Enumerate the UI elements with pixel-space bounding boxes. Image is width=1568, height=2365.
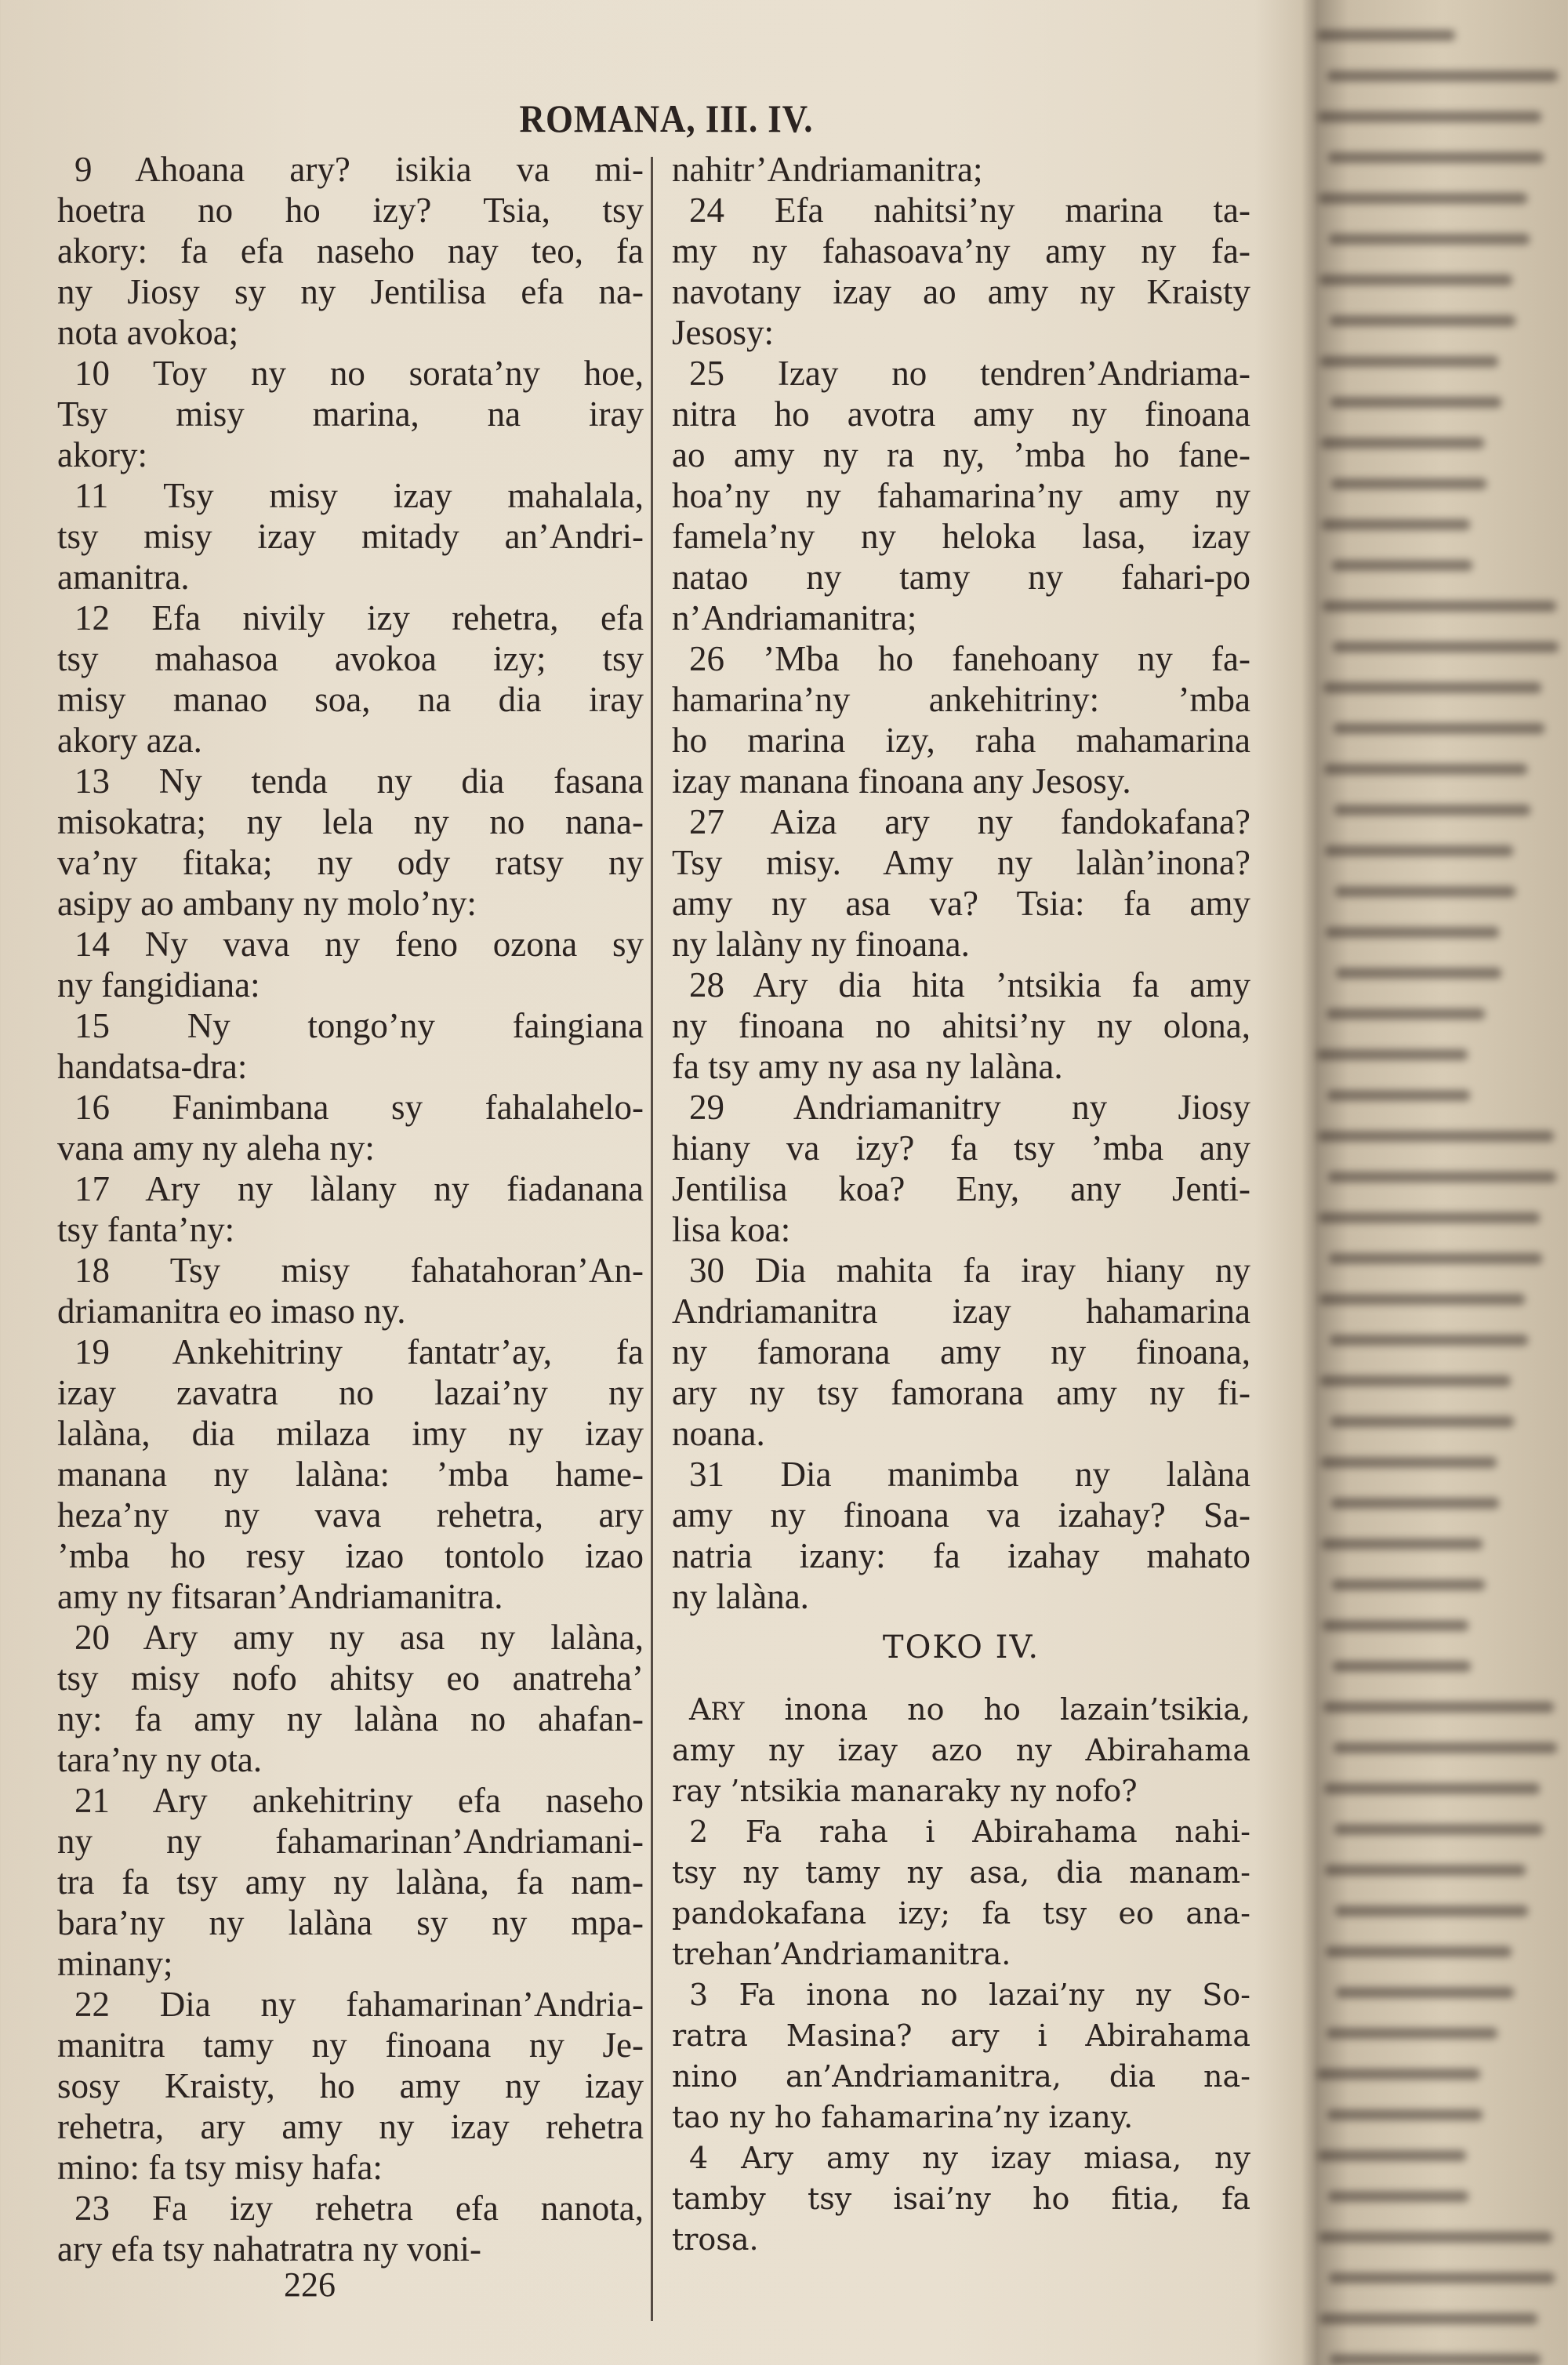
text-line: ny famorana amy ny finoana, <box>672 1332 1250 1371</box>
text-line: 4 Ary amy ny izay miasa, ny <box>689 2141 1250 2175</box>
text-line: trosa. <box>672 2222 759 2257</box>
text-line: ny lalàna. <box>672 1577 809 1616</box>
text-line: amy ny asa va? Tsia: fa amy <box>672 884 1250 923</box>
text-line: ary ny tsy famorana amy ny fi- <box>672 1373 1250 1412</box>
blurred-text-line <box>1332 560 1472 571</box>
text-line: trehan’Andriamanitra. <box>672 1937 1011 1971</box>
text-line: 21 Ary ankehitriny efa naseho <box>74 1781 644 1820</box>
blurred-text-line <box>1334 805 1530 816</box>
left-column <box>57 149 644 2269</box>
text-line: ny Jiosy sy ny Jentilisa efa na- <box>57 272 644 311</box>
text-line: tsy misy nofo ahitsy eo anatreha’ <box>57 1658 644 1698</box>
blurred-text-line <box>1334 723 1544 734</box>
text-line: Jentilisa koa? Eny, any Jenti- <box>672 1169 1250 1208</box>
blurred-text-line <box>1333 641 1559 652</box>
blurred-text-line <box>1326 1946 1512 1957</box>
text-line: hiany va izy? fa tsy ’mba any <box>672 1128 1250 1168</box>
blurred-text-line <box>1330 315 1515 326</box>
text-line: 10 Toy ny no sorata’ny hoe, <box>74 354 644 393</box>
blurred-text-line <box>1324 1783 1540 1794</box>
text-line: 22 Dia ny fahamarinan’Andria- <box>74 1985 644 2024</box>
text-line: ny finoana no ahitsi’ny ny olona, <box>672 1006 1250 1045</box>
blurred-text-line <box>1328 1172 1556 1182</box>
text-line: ao amy ny ra ny, ’mba ho fane- <box>672 435 1250 474</box>
text-line: ARY inona no ho lazain’tsikia, <box>689 1692 1250 1727</box>
blurred-text-line <box>1318 1131 1554 1142</box>
text-line: vana amy ny aleha ny: <box>57 1128 375 1168</box>
text-line: n’Andriamanitra; <box>672 598 917 638</box>
chapter-heading: TOKO IV. <box>882 1629 1040 1666</box>
text-line: izay zavatra no lazai’ny ny <box>57 1373 644 1412</box>
text-line: natao ny tamy ny fahari-po <box>672 558 1250 597</box>
blurred-text-line <box>1318 2150 1466 2161</box>
text-line: 24 Efa nahitsi’ny marina ta- <box>689 191 1250 230</box>
blurred-text-line <box>1330 1335 1528 1346</box>
blurred-text-line <box>1329 1253 1542 1264</box>
text-line: manitra tamy ny finoana ny Je- <box>57 2025 644 2065</box>
text-line: rehetra, ary amy ny izay rehetra <box>57 2107 644 2146</box>
right-column <box>672 149 1250 1617</box>
blurred-text-line <box>1321 438 1484 449</box>
text-line: 26 ’Mba ho fanehoany ny fa- <box>689 639 1250 678</box>
text-line: nahitr’Andriamanitra; <box>672 150 983 189</box>
text-line: misy manao soa, na dia iray <box>57 680 644 719</box>
text-line: 2 Fa raha i Abirahama nahi- <box>689 1815 1250 1849</box>
blurred-text-line <box>1323 601 1556 612</box>
text-line: ary efa tsy nahatratra ny voni- <box>57 2229 482 2269</box>
text-line: amy ny finoana va izahay? Sa- <box>672 1495 1250 1535</box>
text-line: manana ny lalàna: ’mba hame- <box>57 1455 644 1494</box>
text-line: Tsy misy marina, na iray <box>57 394 644 434</box>
text-line: 17 Ary ny làlany ny fiadanana <box>74 1169 644 1208</box>
text-line: 25 Izay no tendren’Andriama- <box>689 354 1250 393</box>
text-line: ny: fa amy ny lalàna no ahafan- <box>57 1699 644 1738</box>
blurred-text-line <box>1317 2069 1480 2080</box>
blurred-text-line <box>1331 478 1486 489</box>
text-line: tara’ny ny ota. <box>57 1740 263 1779</box>
blurred-text-line <box>1335 886 1515 897</box>
blurred-text-line <box>1319 2313 1537 2324</box>
text-line: ’mba ho resy izao tontolo izao <box>57 1536 644 1575</box>
text-line: Andriamanitra izay hahamarina <box>672 1291 1250 1331</box>
blurred-text-line <box>1329 2272 1555 2283</box>
text-line: noana. <box>672 1414 765 1453</box>
text-line: va’ny fitaka; ny ody ratsy ny <box>57 843 644 882</box>
blurred-text-line <box>1327 2109 1483 2120</box>
blurred-text-line <box>1329 234 1530 245</box>
blurred-text-line <box>1320 1375 1511 1386</box>
page-number: 226 <box>284 2265 336 2304</box>
text-line: 15 Ny tongo’ny faingiana <box>74 1006 644 1045</box>
blurred-text-line <box>1327 1008 1485 1019</box>
blurred-text-line <box>1325 845 1513 856</box>
text-line: 20 Ary amy ny asa ny lalàna, <box>74 1618 644 1657</box>
text-line: Tsy misy. Amy ny lalàn’inona? <box>672 843 1250 882</box>
text-line: ny fangidiana: <box>57 965 260 1004</box>
text-line: 30 Dia mahita fa iray hiany ny <box>689 1251 1250 1290</box>
text-line: hoa’ny ny fahamarina’ny amy ny <box>672 476 1250 515</box>
text-line: akory: <box>57 435 147 474</box>
text-line: tra fa tsy amy ny lalàna, fa nam- <box>57 1862 644 1902</box>
blurred-text-line <box>1334 1824 1543 1835</box>
text-line: natria izany: fa izahay mahato <box>672 1536 1250 1575</box>
blurred-text-line <box>1322 1539 1483 1549</box>
blurred-text-line <box>1320 356 1498 367</box>
text-line: amy ny izay azo ny Abirahama <box>672 1733 1250 1767</box>
text-line: akory: fa efa naseho nay teo, fa <box>57 231 644 271</box>
blurred-text-line <box>1319 1212 1540 1223</box>
blurred-text-line <box>1323 1702 1554 1713</box>
text-line: lisa koa: <box>672 1210 791 1249</box>
text-line: amy ny fitsaran’Andriamanitra. <box>57 1577 503 1616</box>
blurred-text-line <box>1319 1294 1525 1305</box>
blurred-text-line <box>1317 30 1455 41</box>
text-line: izay manana finoana any Jesosy. <box>672 761 1131 801</box>
text-line: pandokafana izy; fa tsy eo ana- <box>672 1896 1250 1931</box>
blurred-text-line <box>1321 1457 1497 1468</box>
blurred-text-line <box>1319 2232 1552 2243</box>
chapter-iv-text <box>672 1689 1250 2260</box>
blurred-text-line <box>1319 193 1527 204</box>
text-line: driamanitra eo imaso ny. <box>57 1291 406 1331</box>
text-line: 3 Fa inona no lazai’ny ny So- <box>689 1978 1250 2012</box>
blurred-text-line <box>1319 274 1512 285</box>
column-divider <box>651 157 653 2321</box>
text-line: navotany izay ao amy ny Kraisty <box>672 272 1250 311</box>
text-line: 13 Ny tenda ny dia fasana <box>74 761 644 801</box>
text-line: bara’ny ny lalàna sy ny mpa- <box>57 1903 644 1942</box>
text-line: tsy fanta’ny: <box>57 1210 235 1249</box>
text-line: nota avokoa; <box>57 313 239 352</box>
text-line: ny ny fahamarinan’Andriamani- <box>57 1822 644 1861</box>
text-line: tamby tsy isai’ny ho fitia, fa <box>672 2182 1250 2216</box>
text-line: hamarina’ny ankehitriny: ’mba <box>672 680 1250 719</box>
text-line: nitra ho avotra amy ny finoana <box>672 394 1250 434</box>
text-line: 12 Efa nivily izy rehetra, efa <box>74 598 644 638</box>
blurred-facing-page <box>1317 0 1568 2359</box>
text-line: mino: fa tsy misy hafa: <box>57 2148 383 2187</box>
text-line: heza’ny ny vava rehetra, ary <box>57 1495 644 1535</box>
text-line: ny lalàny ny finoana. <box>672 925 970 964</box>
blurred-text-line <box>1332 1579 1485 1590</box>
text-line: 31 Dia manimba ny lalàna <box>689 1455 1250 1494</box>
text-line: lalàna, dia milaza imy ny izay <box>57 1414 644 1453</box>
page-header: ROMANA, III. IV. <box>519 96 814 140</box>
text-line: ray ’ntsikia manaraky ny nofo? <box>672 1774 1138 1808</box>
text-line: 11 Tsy misy izay mahalala, <box>74 476 644 515</box>
blurred-text-line <box>1328 152 1544 163</box>
blurred-text-line <box>1325 1865 1526 1876</box>
text-line: 19 Ankehitriny fantatr’ay, fa <box>74 1332 644 1371</box>
text-line: tsy ny tamy ny asa, dia manam- <box>672 1855 1250 1890</box>
blurred-text-line <box>1327 1090 1470 1101</box>
text-line: akory aza. <box>57 721 202 760</box>
text-line: misokatra; ny lela ny no nana- <box>57 802 644 841</box>
text-line: 29 Andriamanitry ny Jiosy <box>689 1088 1250 1127</box>
text-line: ho marina izy, raha mahamarina <box>672 721 1250 760</box>
blurred-text-line <box>1336 1987 1514 1998</box>
text-line: ratra Masina? ary i Abirahama <box>672 2018 1250 2053</box>
text-line: my ny fahasoava’ny amy ny fa- <box>672 231 1250 271</box>
text-line: famela’ny ny heloka lasa, izay <box>672 517 1250 556</box>
text-line: tsy mahasoa avokoa izy; tsy <box>57 639 644 678</box>
blurred-text-line <box>1323 682 1541 693</box>
text-line: minany; <box>57 1944 173 1983</box>
text-line: asipy ao ambany ny molo’ny: <box>57 884 477 923</box>
blurred-text-line <box>1323 1620 1468 1631</box>
text-line: 14 Ny vava ny feno ozona sy <box>74 925 644 964</box>
blurred-text-line <box>1327 2028 1497 2039</box>
text-line: handatsa-dra: <box>57 1047 248 1086</box>
blurred-text-line <box>1318 111 1541 122</box>
text-line: 28 Ary dia hita ’ntsikia fa amy <box>689 965 1250 1004</box>
text-line: 27 Aiza ary ny fandokafana? <box>689 802 1250 841</box>
text-line: tao ny ho fahamarina’ny izany. <box>672 2100 1134 2134</box>
blurred-text-line <box>1336 968 1501 979</box>
text-line: tsy misy izay mitady an’Andri- <box>57 517 644 556</box>
blurred-text-line <box>1330 1416 1514 1427</box>
text-line: amanitra. <box>57 558 190 597</box>
text-line: fa tsy amy ny asa ny lalàna. <box>672 1047 1063 1086</box>
blurred-text-line <box>1322 519 1470 530</box>
blurred-text-line <box>1328 2191 1468 2202</box>
text-line: 16 Fanimbana sy fahalahelo- <box>74 1088 644 1127</box>
blurred-text-line <box>1324 764 1527 775</box>
blurred-text-line <box>1333 1661 1471 1672</box>
blurred-text-line <box>1317 1049 1468 1060</box>
text-line: 18 Tsy misy fahatahoran’An- <box>74 1251 644 1290</box>
text-line: nino an’Andriamanitra, dia na- <box>672 2059 1250 2094</box>
text-line: 23 Fa izy rehetra efa nanota, <box>74 2189 644 2228</box>
text-line: hoetra no ho izy? Tsia, tsy <box>57 191 644 230</box>
text-line: sosy Kraisty, ho amy ny izay <box>57 2066 644 2105</box>
blurred-text-line <box>1326 927 1499 938</box>
blurred-text-line <box>1334 1742 1557 1753</box>
blurred-text-line <box>1335 1905 1528 1916</box>
text-line: Jesosy: <box>672 313 775 352</box>
blurred-text-line <box>1327 71 1558 82</box>
blurred-text-line <box>1331 1498 1499 1509</box>
blurred-text-line <box>1330 2354 1541 2365</box>
text-line: 9 Ahoana ary? isikia va mi- <box>74 150 644 189</box>
blurred-text-line <box>1330 397 1501 408</box>
